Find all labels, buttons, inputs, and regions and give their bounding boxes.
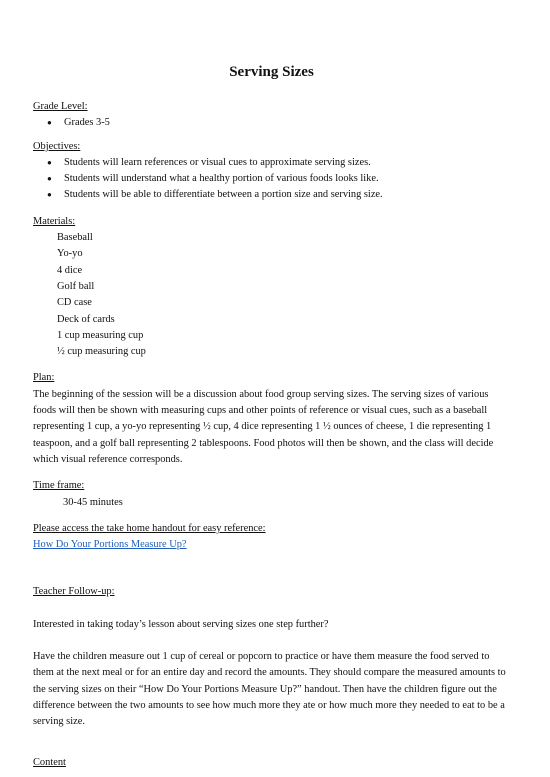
handout-link[interactable]: How Do Your Portions Measure Up? xyxy=(33,539,187,551)
grade-level-item: ● Grades 3-5 xyxy=(64,115,510,131)
material-item: 4 dice xyxy=(57,264,83,276)
page-title: Serving Sizes xyxy=(229,64,314,80)
material-item: Yo-yo xyxy=(57,248,83,260)
followup-label: Teacher Follow-up: xyxy=(33,586,115,598)
objectives-section xyxy=(33,139,510,204)
handout-label: Please access the take home handout for easy reference: xyxy=(33,522,266,534)
bullet-icon: ● xyxy=(47,190,52,200)
grade-level-list xyxy=(33,115,510,131)
plan-text: The beginning of the session will be a discussion about food group serving sizes. The serving sizes of various foods will then be shown with measuring cups and other points of reference or visual cues, such as a baseball representing 1 cup, a yo-yo representing ½ cup, 4 dice representing 1 ½ ounces of cheese, 1 die representing 1 teaspoon, and a golf ball representing 2 tablespoons. Food photos will then be shown, and the class will decide which visual reference corresponds. xyxy=(33,388,494,465)
material-item: Golf ball xyxy=(57,280,95,292)
timeframe-label: Time frame: xyxy=(33,480,85,492)
content-label: Content xyxy=(33,756,66,768)
spacer xyxy=(33,560,510,584)
spacer xyxy=(33,601,510,617)
plan-section xyxy=(33,370,510,468)
material-item: 1 cup measuring cup xyxy=(57,329,144,341)
objective-item: ● Students will understand what a healthy portion of various foods looks like. xyxy=(64,171,510,187)
material-item: Baseball xyxy=(57,232,93,244)
objective-item: ● Students will learn references or visual cues to approximate serving sizes. xyxy=(64,155,510,171)
material-item: ½ cup measuring cup xyxy=(57,346,146,358)
followup-text: Have the children measure out 1 cup of cereal or popcorn to practice or have them measure the food served to them at the next meal or for an entire day and record the amounts. They should compare the measured amounts to the serving sizes on their “How Do Your Portions Measure Up?” handout. Then have the children figure out the difference between the two amounts to see how much more they ate or how much more they needed to eat to be a serving size. xyxy=(33,651,506,728)
objectives-label: Objectives: xyxy=(33,140,81,152)
timeframe-value: 30-45 minutes xyxy=(63,496,123,508)
objective-item: ● Students will be able to differentiate between a portion size and serving size. xyxy=(64,187,510,203)
objectives-list xyxy=(33,155,510,204)
materials-section xyxy=(33,214,510,361)
materials-label: Materials: xyxy=(33,215,76,227)
bullet-icon: ● xyxy=(47,118,52,128)
handout-section xyxy=(33,521,510,554)
grade-level-section xyxy=(33,99,510,132)
followup-intro: Interested in taking today’s lesson about serving sizes one step further? xyxy=(33,618,329,630)
material-item: CD case xyxy=(57,297,92,309)
spacer xyxy=(33,731,510,755)
bullet-icon: ● xyxy=(47,157,52,167)
plan-label: Plan: xyxy=(33,372,55,384)
materials-list xyxy=(33,230,510,360)
grade-level-label: Grade Level: xyxy=(33,101,88,112)
bullet-icon: ● xyxy=(47,174,52,184)
timeframe-section xyxy=(33,478,510,511)
spacer xyxy=(33,633,510,649)
material-item: Deck of cards xyxy=(57,313,115,325)
